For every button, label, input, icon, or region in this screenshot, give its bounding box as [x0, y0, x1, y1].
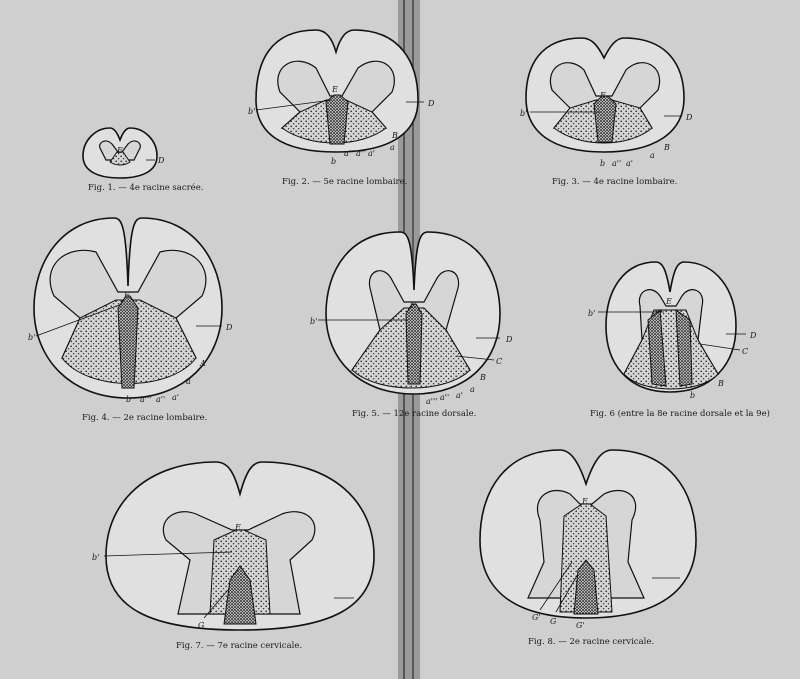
label-G-prime: G' [576, 621, 585, 630]
label-E: E [124, 291, 130, 300]
label-E: E [666, 297, 672, 306]
label-a-prime: a' [626, 159, 633, 168]
figure-1 [83, 128, 203, 193]
label-a-quad: a''' [140, 395, 152, 404]
label-G: G [198, 621, 205, 630]
label-C: C [496, 357, 503, 366]
label-b-prime: b' [248, 107, 256, 116]
label-E: E [410, 301, 416, 310]
label-b-prime: b' [28, 333, 36, 342]
label-D: D [686, 113, 693, 122]
label-E: E [600, 91, 606, 100]
label-G: G [550, 617, 557, 626]
label-b: b [600, 159, 606, 168]
caption-fig-6: Fig. 6 (entre la 8e racine dorsale et la 9e) [590, 409, 770, 419]
label-A: A [200, 359, 206, 368]
figure-6 [588, 262, 770, 419]
figure-7 [92, 462, 374, 651]
caption-fig-8: Fig. 8. — 2e racine cervicale. [528, 637, 655, 647]
label-a-double: a'' [612, 159, 622, 168]
median-tract [118, 296, 138, 388]
label-E: E [332, 85, 338, 94]
label-a: a [470, 385, 475, 394]
label-a-quad: a''' [426, 397, 438, 406]
caption-fig-7: Fig. 7. — 7e racine cervicale. [176, 641, 303, 651]
caption-fig-2: Fig. 2. — 5e racine lombaire. [282, 177, 408, 187]
median-tract [594, 96, 616, 142]
label-C: C [742, 347, 749, 356]
label-D: D [750, 331, 757, 340]
label-a: a [650, 151, 655, 160]
label-b-prime: b' [92, 553, 100, 562]
label-D: D [226, 323, 233, 332]
label-a-prime: a' [368, 149, 375, 158]
label-D: D [158, 156, 165, 165]
label-B: B [718, 379, 724, 388]
figure-3 [520, 38, 693, 187]
caption-fig-4: Fig. 4. — 2e racine lombaire. [82, 413, 208, 423]
label-E: E [235, 523, 241, 532]
figure-4 [28, 218, 233, 423]
caption-fig-5: Fig. 5. — 12e racine dorsale. [352, 409, 477, 419]
label-B: B [480, 373, 486, 382]
label-D: D [506, 335, 513, 344]
label-a: a [390, 143, 395, 152]
label-D: D [428, 99, 435, 108]
label-a-double: a'' [440, 393, 450, 402]
label-B: B [392, 131, 398, 140]
label-E: E [582, 497, 588, 506]
label-b-prime: b' [588, 309, 596, 318]
label-b: b [690, 391, 696, 400]
label-b: b [331, 157, 337, 166]
figure-5 [310, 232, 513, 419]
label-B: B [664, 143, 670, 152]
label-b-prime: b' [520, 109, 528, 118]
figure-8 [480, 450, 696, 647]
label-a-prime: a' [172, 393, 179, 402]
label-E: E [117, 146, 123, 155]
caption-fig-3: Fig. 3. — 4e racine lombaire. [552, 177, 678, 187]
label-a-double: a'' [156, 395, 166, 404]
label-b: b [126, 395, 132, 404]
median-tract [326, 95, 348, 144]
caption-fig-1: Fig. 1. — 4e racine sacrée. [88, 183, 204, 193]
label-a-double: a'' [356, 149, 366, 158]
median-tract [406, 304, 422, 384]
label-G-prime-left: G' [532, 613, 541, 622]
label-b-prime: b' [310, 317, 318, 326]
label-a: a [186, 377, 191, 386]
label-a-quad: a''' [344, 149, 356, 158]
label-a-prime: a' [456, 391, 463, 400]
